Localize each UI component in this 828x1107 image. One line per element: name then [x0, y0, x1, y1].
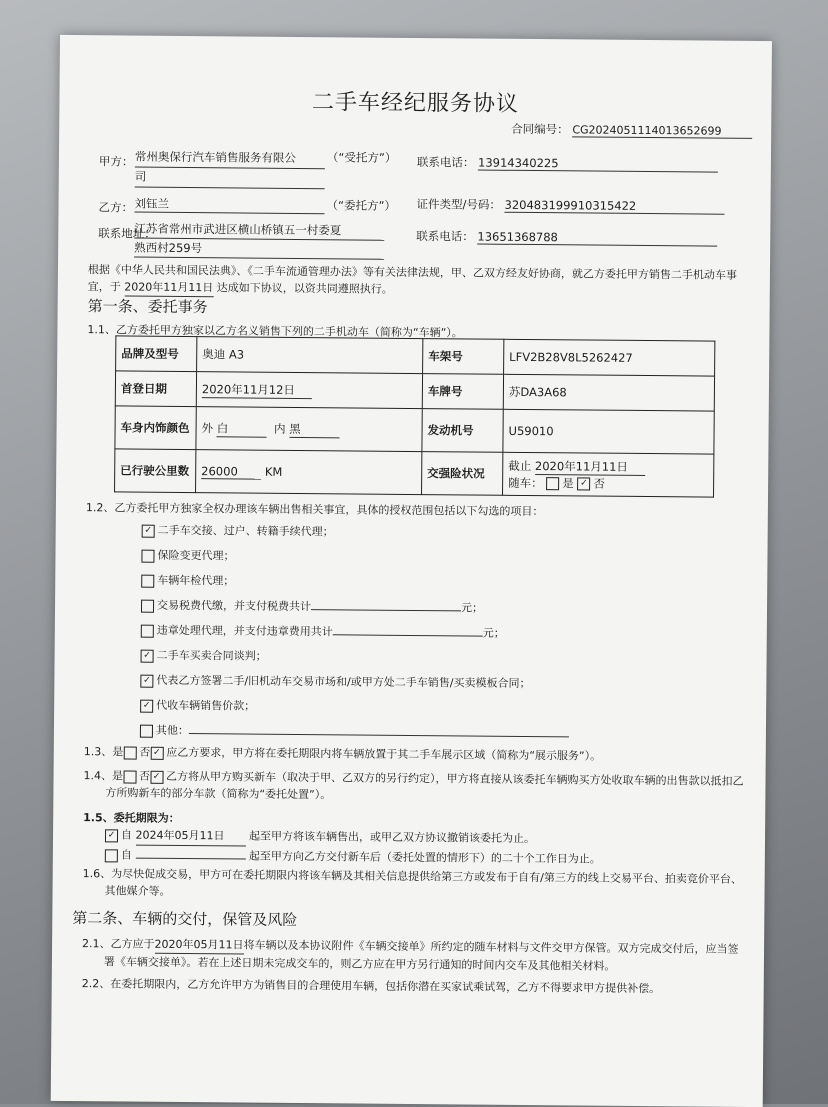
intro-paragraph: 根据《中华人民共和国民法典》、《二手车流通管理办法》等有关法律法规，甲、乙双方经友好协商，就乙方委托甲方销售二手机动车事 宜，于 2020年11月11日 达成如下协议，以资共同遵照执行。 [87, 263, 737, 296]
insurance-no-checkbox[interactable]: ✓ [577, 477, 590, 490]
auth-checkbox-6[interactable]: ✓ [141, 649, 154, 662]
party-b-label: 乙方： [98, 200, 134, 215]
party-b-name-field [134, 196, 324, 215]
party-b-role: （“委托方”） [326, 198, 397, 213]
auth-checkbox-9[interactable] [140, 724, 153, 737]
reg-date-label: 首登日期 [115, 371, 196, 407]
delivery-date: 2020年05月11日 [154, 936, 243, 955]
party-b-phone: 13651368788 [477, 230, 717, 247]
mileage-value: 26000 [201, 464, 261, 480]
contract-number-row [511, 121, 752, 139]
auth-checkbox-8[interactable]: ✓ [140, 699, 153, 712]
contract-number: CG20240511140136526​99 [572, 123, 752, 139]
auth-checkbox-4[interactable] [141, 599, 154, 612]
auth-checkbox-1[interactable]: ✓ [142, 524, 155, 537]
auth-item: 违章处理代理，并支付违章费用共计 元； [141, 618, 570, 647]
color-label: 车身内饰颜色 [115, 406, 196, 450]
clause-1-1: 1.1、乙方委托甲方独家以乙方名义销售下列的二手机动车（简称为“车辆”）。 [87, 323, 463, 340]
party-b-id-number: 320483199910315422 [505, 198, 725, 215]
auth-item: 交易税费代缴，并支付税费共计 元； [141, 593, 570, 622]
insurance-cell: 截止 2020年11月11日 随车： 是 ✓ 否 [503, 452, 714, 497]
clause-1-2: 1.2、乙方委托甲方独家全权办理该车辆出售相关事宜，具体的授权范围包括以下勾选的项目： [85, 501, 544, 519]
clause-2-1: 2.1、乙方应于2020年05月11日将车辆以及本协议附件《车辆交接单》所约定的随车材料与文件交甲方保管。双方完成交付后，应当签 署《车辆交接单》。若在上述日期未完成交车的，则乙方应在甲方另行通知的时间内交车及其他相关材料。 [82, 937, 739, 973]
auth-item: ✓ 代表乙方签署二手/旧机动车交易市场和/或甲方处二手车销售/买卖模板合同； [140, 668, 569, 697]
color-cell: 外 白 内 黑 [196, 407, 422, 452]
c14-yes-checkbox[interactable] [123, 770, 136, 783]
mileage-label: 已行驶公里数 [115, 449, 196, 493]
brand-value: 奥迪 A3 [197, 337, 423, 374]
auth-checkbox-2[interactable] [141, 549, 154, 562]
auth-item: ✓ 代收车辆销售价款； [140, 693, 569, 722]
c13-yes-checkbox[interactable] [123, 746, 136, 759]
party-b-id-label: 证件类型/号码： [416, 197, 501, 212]
insurance-yes-checkbox[interactable] [546, 477, 559, 490]
term-option-1-checkbox[interactable]: ✓ [105, 829, 118, 842]
auth-checkbox-5[interactable] [141, 624, 154, 637]
party-a-phone-label: 联系电话： [416, 155, 475, 170]
party-a-label: 甲方： [98, 154, 134, 169]
engine-label: 发动机号 [422, 409, 503, 453]
party-b-id-row [416, 196, 724, 215]
mileage-cell: 26000 KM [196, 450, 422, 495]
vin-label: 车架号 [423, 339, 504, 375]
plate-value: 苏DA3A68 [503, 374, 714, 411]
auth-item: ✓ 二手车交接、过户、转籍手续代理； [142, 518, 571, 547]
insurance-label: 交强险状况 [422, 452, 503, 496]
engine-value: U59010 [503, 409, 714, 454]
auth-item: ✓ 二手车买卖合同谈判； [140, 643, 569, 672]
party-a-phone: 13914340225 [478, 156, 718, 173]
interior-color: 黑 [289, 420, 339, 437]
reg-date-value: 2020年11月12日 [202, 381, 312, 399]
exterior-color: 白 [217, 420, 267, 437]
c14-no-checkbox[interactable]: ✓ [150, 770, 163, 783]
party-b-phone-label: 联系电话： [416, 229, 474, 244]
insurance-date: 2020年11月11日 [535, 458, 645, 476]
contract-page [51, 35, 772, 1107]
vin-value: LFV2B28V8L5262427 [504, 339, 715, 376]
address-field: 江苏省常州市武进区横山桥镇五一村委夏 熟西村259号 [134, 220, 384, 260]
clause-1-3: 1.3、是 否 ✓ 应乙方要求，甲方将在委托期限内将车辆放置于其二手车展示区域（简称为“展示服务”）。 [83, 745, 602, 763]
auth-checkbox-7[interactable]: ✓ [140, 674, 153, 687]
clause-1-4: 1.4、是 否 ✓ 乙方将从甲方购买新车（取决于甲、乙双方的另行约定），甲方将直接从该委托车辆购买方处收取车辆的出售款以抵扣乙 方所购新车的部分车款（简称为“委托处置”）。 [83, 769, 744, 802]
party-a-phone-row [417, 154, 718, 173]
authorization-list [140, 518, 571, 747]
party-b-name: 刘钰兰 [134, 196, 324, 215]
brand-label: 品牌及型号 [116, 336, 197, 372]
clause-2-2: 2.2、在委托期限内，乙方允许甲方为销售目的合理使用车辆，包括你潜在买家试乘试驾，乙方不得要求甲方提供补偿。 [81, 977, 661, 996]
c13-no-checkbox[interactable]: ✓ [150, 746, 163, 759]
auth-item: 车辆年检代理； [141, 568, 570, 597]
section-1-heading: 第一条、委托事务 [87, 297, 208, 317]
term-start-date: 2024年05月11日 [135, 826, 245, 847]
clause-1-5-options: ✓ 自 2024年05月11日 起至甲方将该车辆售出，或甲乙双方协议撤销该委托为止。 自 起至甲方向乙方交付新车后（委托处置的情形下）的二十个工作日为止。 [105, 825, 601, 868]
auth-item: 保险变更代理； [141, 543, 570, 572]
section-2-heading: 第二条、车辆的交付，保管及风险 [72, 909, 298, 929]
clause-1-5-title: 1.5、委托期限为： [83, 811, 180, 825]
party-a-name: 常州奥保行汽车销售服务有限公 司 [135, 148, 325, 190]
party-a-role: （“受托方”） [326, 150, 397, 165]
party-b-phone-row [416, 228, 717, 247]
auth-item: 其他： [140, 718, 569, 747]
address-label: 联系地址： [98, 226, 156, 241]
vehicle-table [114, 335, 715, 497]
contract-number-label: 合同编号： [511, 121, 569, 137]
plate-label: 车牌号 [422, 374, 503, 410]
auth-checkbox-3[interactable] [141, 574, 154, 587]
reg-date-cell [196, 372, 422, 409]
document-title: 二手车经纪服务协议 [311, 90, 520, 117]
clause-1-6: 1.6、为尽快促成交易，甲方可在委托期限内将该车辆及其相关信息提供给第三方或发布于自有/第三方的线上交易平台、拍卖竞价平台、 其他媒介等。 [82, 867, 742, 898]
term-option-2-checkbox[interactable] [105, 849, 118, 862]
